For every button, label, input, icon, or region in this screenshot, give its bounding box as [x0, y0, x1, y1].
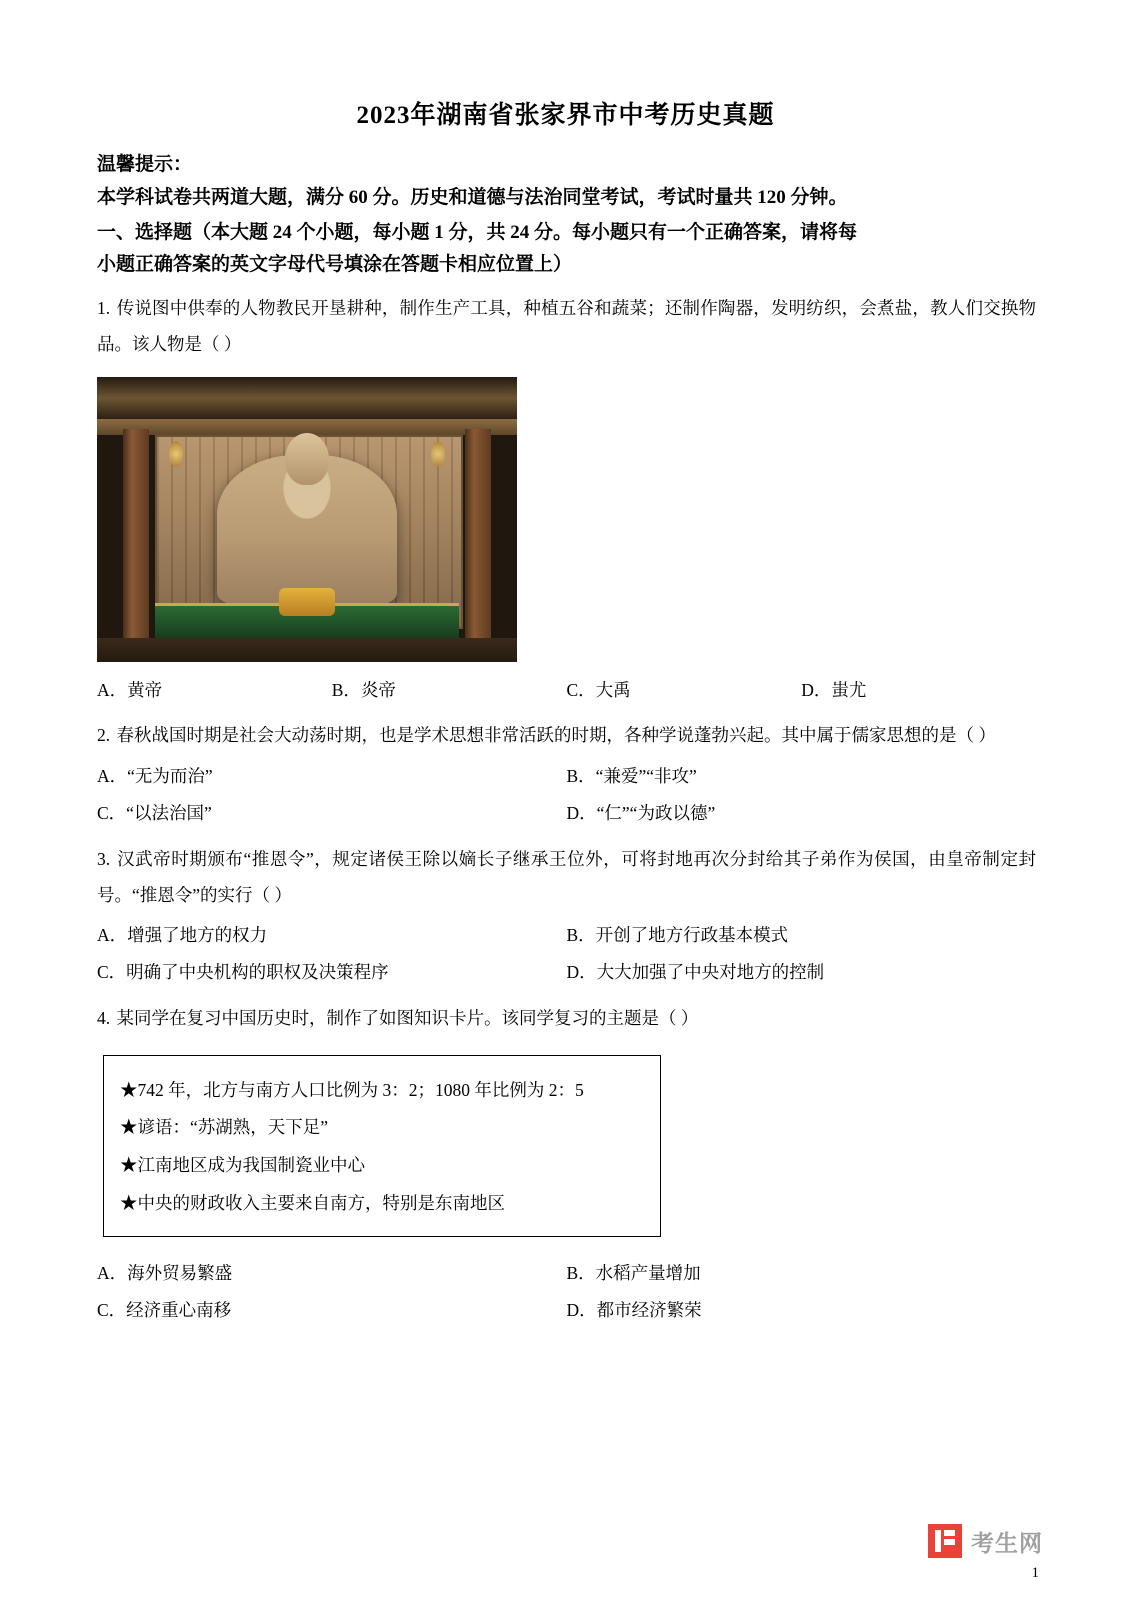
question-1-number: 1. — [97, 297, 111, 318]
knowledge-card-line-3: ★江南地区成为我国制瓷业中心 — [120, 1155, 365, 1176]
section-heading-line-2: 小题正确答案的英文字母代号填涂在答题卡相应位置上） — [97, 253, 573, 275]
question-1-figure — [97, 377, 517, 662]
knowledge-card-line-2: ★谚语：“苏湖熟，天下足” — [120, 1117, 329, 1138]
question-3-options — [97, 917, 1036, 991]
question-4-knowledge-card — [103, 1055, 661, 1238]
question-3-option-c[interactable]: C．明确了中央机构的职权及决策程序 — [97, 962, 389, 983]
page-title: 2023年湖南省张家界市中考历史真题 — [356, 102, 775, 129]
figure-right-column — [465, 429, 491, 662]
question-2-stem — [97, 718, 1036, 754]
question-1-option-c[interactable]: C．大禹 — [566, 679, 631, 700]
notice-label: 温馨提示： — [97, 154, 193, 175]
question-1-text: 传说图中供奉的人物教民开垦耕种，制作生产工具，种植五谷和蔬菜；还制作陶器，发明纺织，会煮盐，教人们交换物品。该人物是（ ） — [97, 297, 1037, 354]
question-4-option-d[interactable]: D．都市经济繁荣 — [566, 1300, 702, 1321]
question-1-stem — [97, 291, 1036, 363]
question-1-option-a[interactable]: A．黄帝 — [97, 679, 163, 700]
question-2-option-d[interactable]: D．“仁”“为政以德” — [566, 802, 716, 823]
notice-text: 本学科试卷共两道大题，满分 60 分。历史和道德与法治同堂考试，考试时量共 120 分钟。 — [97, 187, 848, 208]
question-3-text: 汉武帝时期颁布“推恩令”，规定诸侯王除以嫡长子继承王位外，可将封地再次分封给其子弟作为侯国，由皇帝制定封号。“推恩令”的实行（ ） — [97, 848, 1037, 905]
question-3-option-d[interactable]: D．大大加强了中央对地方的控制 — [566, 962, 825, 983]
question-4-stem — [97, 1001, 1036, 1037]
question-2-option-b[interactable]: B．“兼爱”“非攻” — [566, 766, 697, 787]
knowledge-card-line-1: ★742 年，北方与南方人口比例为 3：2；1080 年比例为 2：5 — [120, 1079, 584, 1100]
question-4-option-a[interactable]: A．海外贸易繁盛 — [97, 1263, 233, 1284]
question-4-options — [97, 1255, 1036, 1329]
figure-ceiling — [97, 377, 517, 422]
question-2-option-a[interactable]: A．“无为而治” — [97, 766, 213, 787]
question-2-option-c[interactable]: C．“以法治国” — [97, 802, 212, 823]
figure-offering-items — [279, 588, 335, 616]
figure-seated-statue — [217, 455, 397, 605]
question-1-option-b[interactable]: B．炎帝 — [331, 679, 396, 700]
figure-statue-head — [285, 433, 329, 485]
question-2-options — [97, 758, 1036, 832]
figure-lamp-right — [431, 441, 445, 467]
question-3-option-a[interactable]: A．增强了地方的权力 — [97, 925, 268, 946]
question-4-option-c[interactable]: C．经济重心南移 — [97, 1300, 232, 1321]
watermark-logo-icon — [928, 1524, 962, 1558]
question-3-option-b[interactable]: B．开创了地方行政基本模式 — [566, 925, 789, 946]
question-3-stem — [97, 842, 1036, 914]
question-2-number: 2. — [97, 725, 111, 746]
watermark — [928, 1524, 1043, 1558]
question-4-option-b[interactable]: B．水稻产量增加 — [566, 1263, 701, 1284]
figure-left-column — [123, 429, 149, 662]
page-number: 1 — [1031, 1565, 1039, 1581]
question-1-options — [97, 672, 1036, 709]
question-4-text: 某同学在复习中国历史时，制作了如图知识卡片。该同学复习的主题是（ ） — [116, 1007, 699, 1028]
question-4-number: 4. — [97, 1007, 111, 1028]
question-3-number: 3. — [97, 848, 111, 869]
question-1-option-d[interactable]: D．蚩尤 — [801, 679, 867, 700]
figure-floor — [97, 638, 517, 662]
question-2-text: 春秋战国时期是社会大动荡时期，也是学术思想非常活跃的时期，各种学说蓬勃兴起。其中属于儒家思想的是（ ） — [116, 725, 996, 746]
section-heading-line-1: 一、选择题（本大题 24 个小题，每小题 1 分，共 24 分。每小题只有一个正确答案，请将每 — [97, 222, 858, 244]
watermark-brand: 考生网 — [971, 1529, 1043, 1556]
figure-lamp-left — [169, 441, 183, 467]
knowledge-card-line-4: ★中央的财政收入主要来自南方，特别是东南地区 — [120, 1192, 505, 1213]
